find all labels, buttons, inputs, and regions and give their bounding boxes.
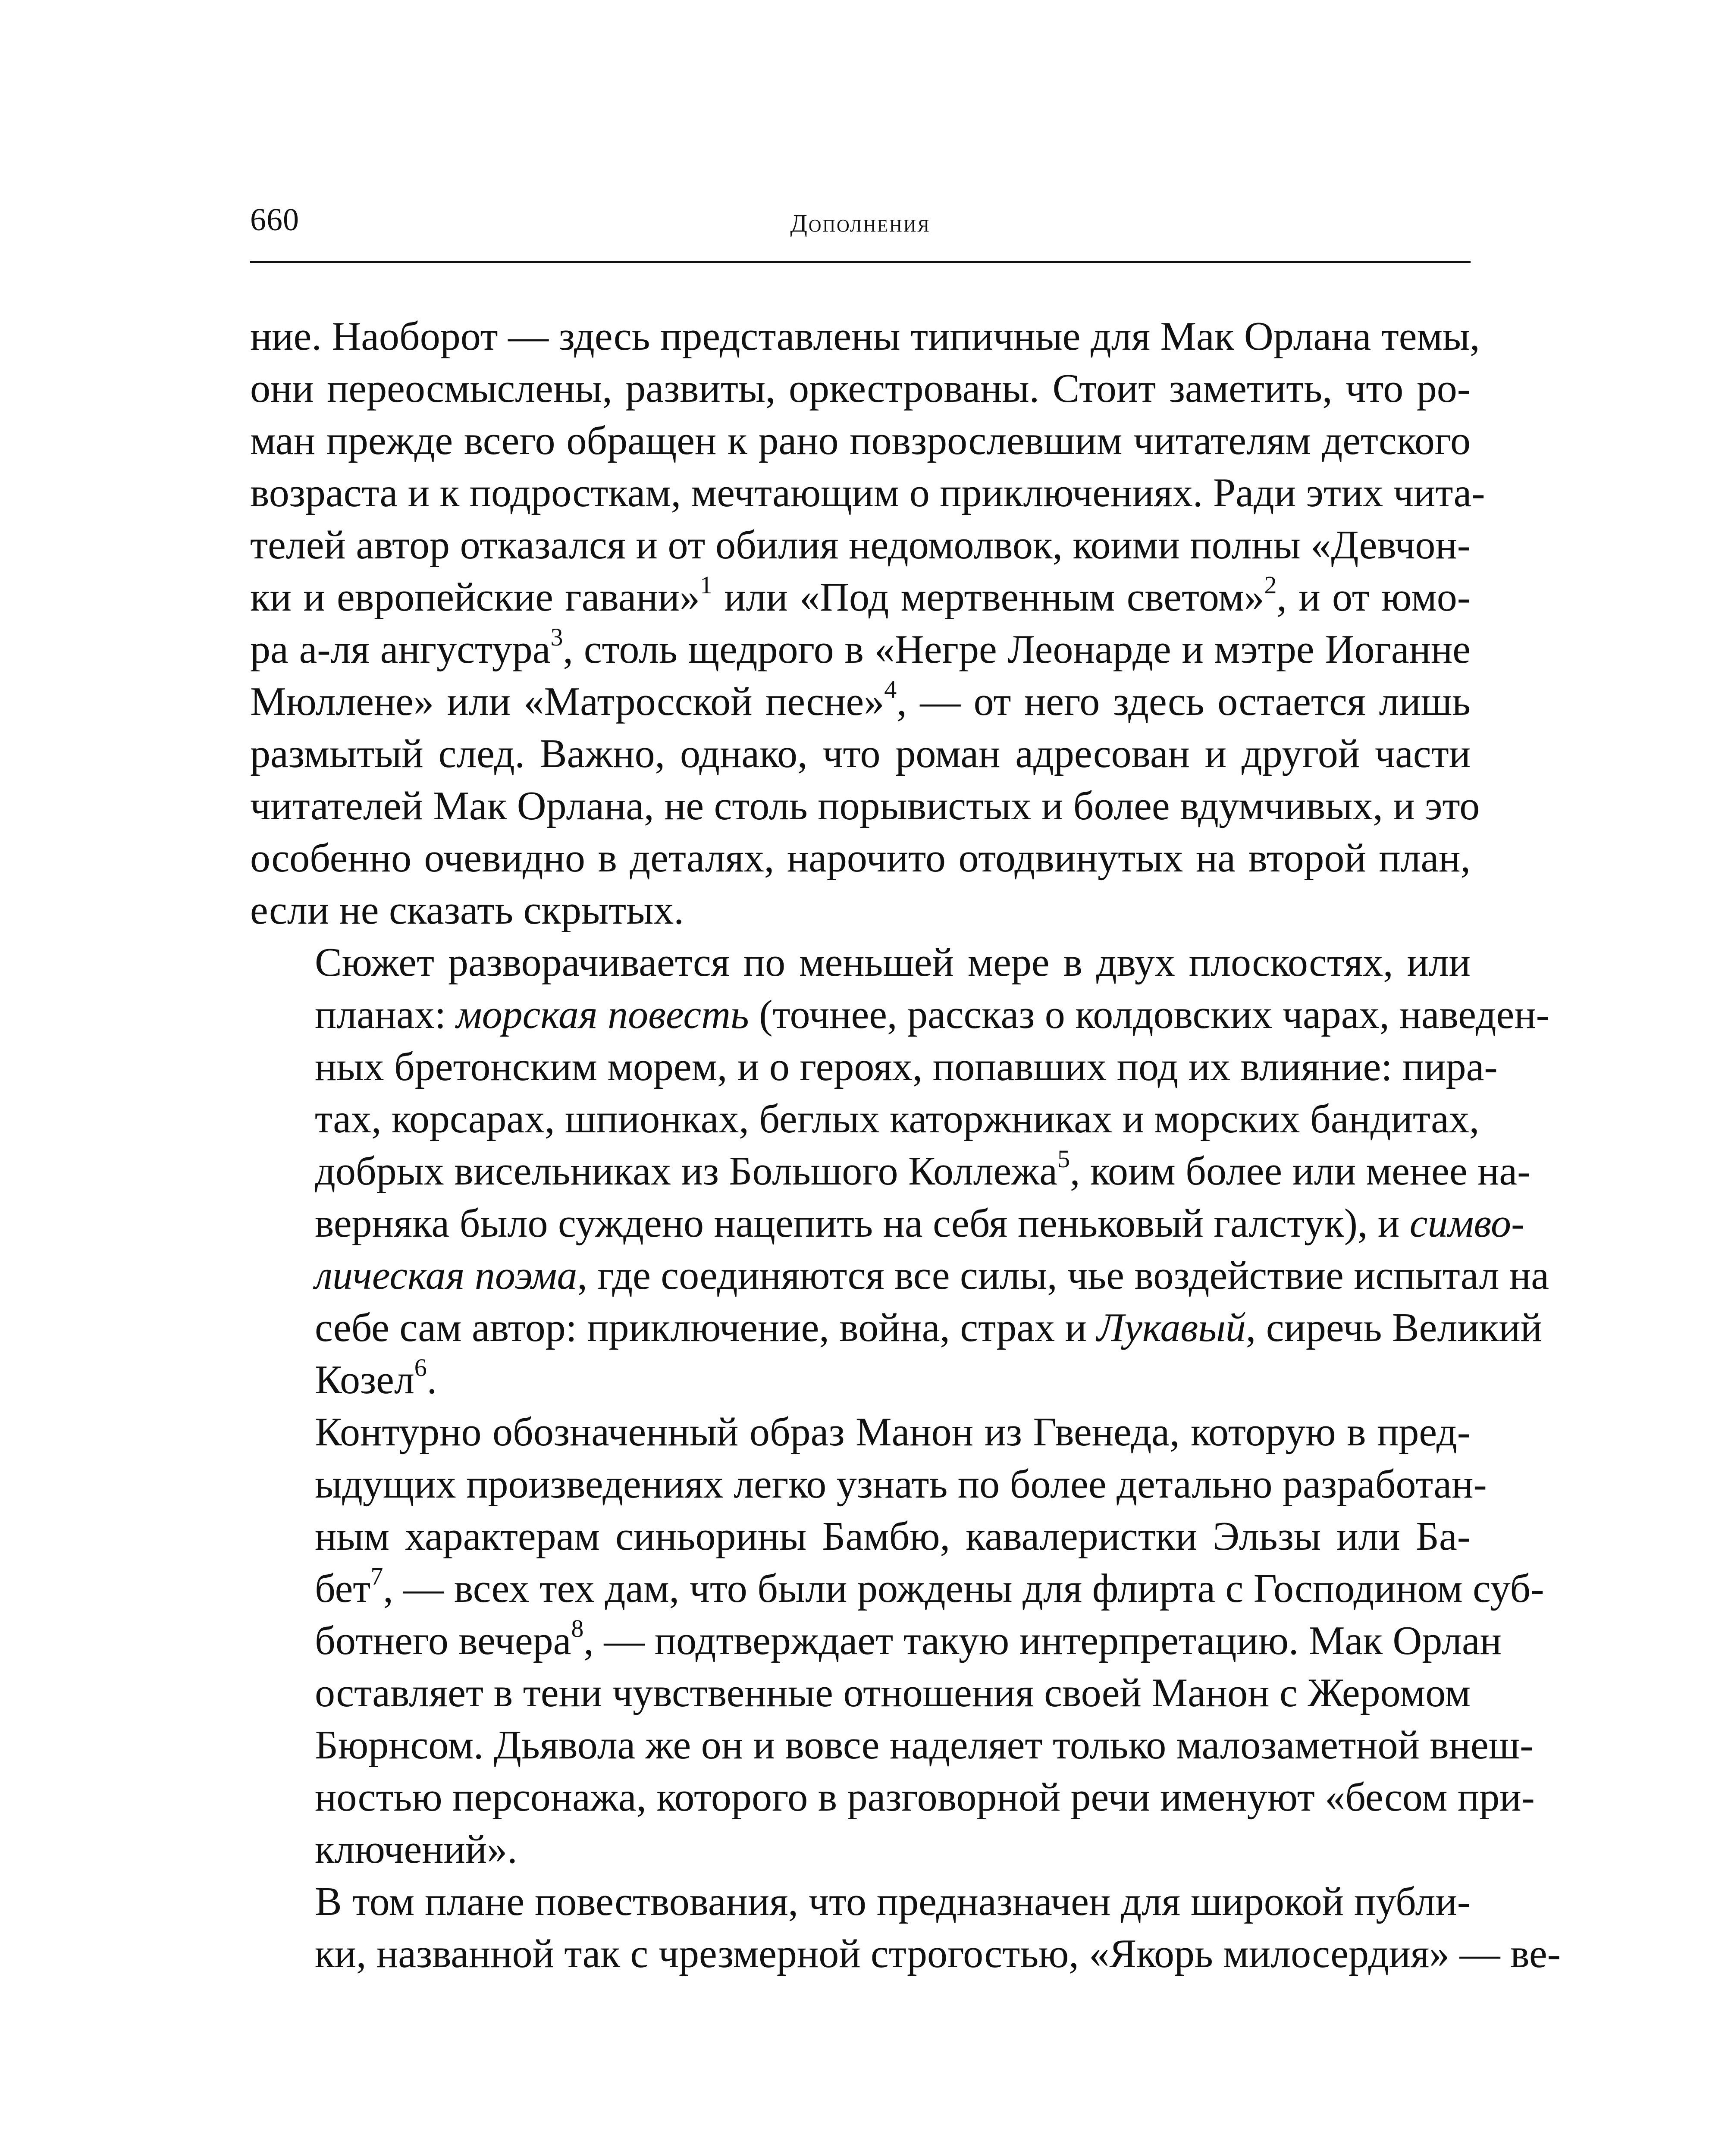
text-line [250,1250,1549,1302]
text-line [250,1302,1542,1354]
text-line: ние. Наоборот — здесь представлены типичные для Мак Орлана темы, [250,314,1480,359]
text-run: ра а-ля ангустура [250,627,551,672]
text-run: ботнего вечера [315,1618,571,1663]
text-line: В том плане повествования, что предназначен для широкой публи- [315,1879,1471,1924]
footnote-ref: 8 [571,1614,584,1642]
text-line [250,1197,1525,1250]
text-run: добрых висельниках из Большого Коллежа [315,1149,1057,1194]
footnote-ref: 1 [699,571,712,599]
text-line: тах, корсарах, шпионках, беглых каторжниках и морских бандитах, [315,1097,1480,1141]
text-run: или «Под мертвенным светом» [712,575,1264,620]
running-head: Дополнения [790,209,931,237]
text-run: , — подтверждает такую интерпретацию. Мак Орлан [583,1618,1502,1663]
footnote-ref: 3 [550,623,563,651]
text-run: себе сам автор: приключение, война, страх и [315,1305,1097,1350]
text-run: верняка было суждено нацепить на себя пеньковый галстук), и [315,1201,1410,1246]
text-run: , — от него здесь остается лишь [897,679,1471,724]
page-number: 660 [250,202,299,238]
text-run: , и от юмо- [1276,575,1471,620]
text-line: ки, названной так с чрезмерной строгостью, «Якорь милосердия» — ве- [315,1931,1561,1976]
paragraph-2 [250,937,1549,1406]
text-run: , коим более или менее на- [1070,1149,1531,1194]
text-line: ключений». [315,1827,518,1872]
text-line [250,989,1549,1041]
text-line: размытый след. Важно, однако, что роман адресован и другой части [250,731,1471,776]
footnote-ref: 6 [414,1354,427,1382]
footnote-ref: 5 [1057,1145,1070,1173]
text-run: , сиречь Великий [1245,1305,1542,1350]
paragraph-1 [250,310,1485,937]
page-header [250,201,1471,263]
italic-phrase: морская повесть [456,992,749,1037]
text-line: ным характерам синьорины Бамбю, кавалеристки Эльзы или Ба- [315,1514,1471,1559]
text-line: телей автор отказался и от обилия недомолвок, коими полны «Девчон- [250,523,1471,567]
text-line: читателей Мак Орлана, не столь порывистых и более вдумчивых, и это [250,783,1480,828]
text-run: (точнее, рассказ о колдовских чарах, наведен- [749,992,1549,1037]
text-line: особенно очевидно в деталях, нарочито отодвинутых на второй план, [250,836,1471,881]
text-line [250,1562,1544,1615]
text-run: бет [315,1566,371,1611]
text-run: , столь щедрого в «Негре Леонарде и мэтре Иоганне [563,627,1471,672]
text-line: Сюжет разворачивается по меньшей мере в двух плоскостях, или [315,940,1471,985]
footnote-ref: 4 [884,675,897,703]
italic-phrase: лическая поэма [315,1253,577,1298]
text-line: ман прежде всего обращен к рано повзрослевшим читателям детского [250,418,1471,463]
text-line [250,1614,1502,1667]
text-line: если не сказать скрытых. [250,888,684,933]
text-line: ыдущих произведениях легко узнать по более детально разработан- [315,1462,1487,1507]
paragraph-4 [250,1876,1561,1980]
text-run: Козел [315,1357,414,1402]
text-line: они переосмыслены, развиты, оркестрованы. Стоит заметить, что ро- [250,366,1471,411]
text-line [250,571,1471,624]
text-run: планах: [315,992,456,1037]
text-line [250,676,1471,728]
text-line: Бюрнсом. Дьявола же он и вовсе наделяет только малозаметной внеш- [315,1723,1534,1767]
text-line [250,1354,1471,1406]
text-run: . [427,1357,437,1402]
body-text [250,310,1561,1980]
footnote-ref: 2 [1264,571,1277,599]
text-line: оставляет в тени чувственные отношения своей Манон с Жеромом [315,1670,1471,1715]
text-line: ностью персонажа, которого в разговорной речи именуют «бесом при- [315,1775,1535,1820]
text-run: ки и европейские гавани» [250,575,700,620]
footnote-ref: 7 [370,1562,383,1590]
paragraph-3 [250,1406,1544,1876]
text-line: ных бретонским морем, и о героях, попавших под их влияние: пира- [315,1044,1498,1089]
text-line: Контурно обозначенный образ Манон из Гвенеда, которую в пред- [315,1410,1471,1454]
text-line [250,1145,1531,1197]
text-line [250,624,1471,676]
italic-phrase: симво- [1409,1201,1525,1246]
text-run: Мюллене» или «Матросской песне» [250,679,884,724]
italic-phrase: Лукавый [1097,1305,1246,1350]
text-run: , — всех тех дам, что были рождены для флирта с Господином суб- [383,1566,1544,1611]
text-line: возраста и к подросткам, мечтающим о приключениях. Ради этих чита- [250,470,1485,515]
text-run: , где соединяются все силы, чье воздействие испытал на [577,1253,1549,1298]
